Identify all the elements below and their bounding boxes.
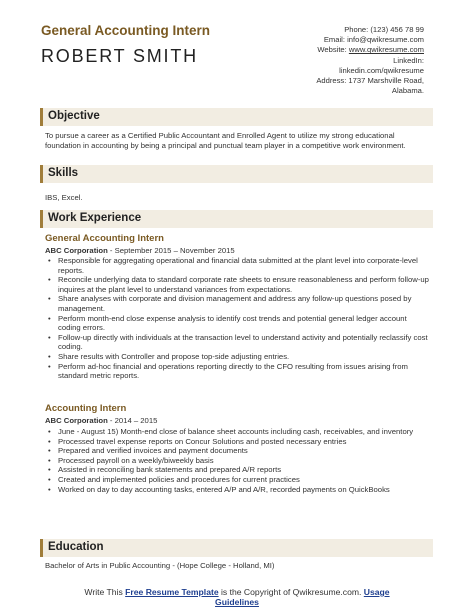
objective-heading: Objective <box>48 110 100 122</box>
job-2-bullet: • Assisted in reconciling bank statements and prepared A/R reports <box>48 465 430 475</box>
job-2-bullet: • Prepared and verified invoices and payment documents <box>48 446 430 456</box>
job-2-company-line <box>45 416 157 425</box>
contact-website <box>254 45 424 55</box>
job-1-bullet: • Perform ad-hoc financial and operations reporting directly to the CFO resulting from issues arising from standard metric reports. <box>48 362 430 381</box>
job-1-bullet: • Perform month-end close expense analysis to identify cost trends and potential general ledger account coding errors. <box>48 314 430 333</box>
contact-email: Email: info@qwikresume.com <box>323 35 424 45</box>
job-1-bullet: • Responsible for aggregating operational and financial data submitted at the plant level into corporate-level reports. <box>48 256 430 275</box>
skills-heading: Skills <box>48 167 79 179</box>
job-1-bullet: • Share analyses with corporate and division management and address any follow-up questions posed by management. <box>48 294 430 313</box>
footer-prefix: Write This <box>84 587 126 597</box>
job-1-company: ABC Corporation <box>45 246 108 255</box>
experience-section-bar <box>40 210 433 228</box>
free-resume-template-link[interactable]: Free Resume Template <box>125 587 219 597</box>
contact-block <box>254 25 424 96</box>
contact-linkedin-label: LinkedIn: <box>393 55 424 65</box>
experience-heading: Work Experience <box>48 212 142 224</box>
candidate-name: ROBERT SMITH <box>41 46 198 66</box>
education-section-bar <box>40 539 433 557</box>
job-1-dates: - September 2015 – November 2015 <box>107 246 235 255</box>
job-2-company: ABC Corporation <box>45 416 108 425</box>
contact-linkedin-value: linkedin.com/qwikresume <box>339 65 424 75</box>
skills-text: IBS, Excel. <box>45 193 83 202</box>
website-link[interactable]: www.qwikresume.com <box>348 45 424 55</box>
contact-phone: Phone: (123) 456 78 99 <box>344 25 424 34</box>
resume-header <box>0 0 474 104</box>
usage-guidelines-link-cont[interactable]: Guidelines <box>215 597 259 607</box>
usage-guidelines-link[interactable]: Usage <box>363 587 390 597</box>
job-1-bullets <box>48 256 430 381</box>
job-1-bullet: • Share results with Controller and propose top-side adjusting entries. <box>48 352 430 362</box>
job-1-company-line <box>45 246 235 255</box>
job-1-bullet: • Follow-up directly with individuals at the transaction level to understand activity and potentially reclassify cost coding. <box>48 333 430 352</box>
objective-section-bar <box>40 108 433 126</box>
copyright-footer <box>0 587 474 607</box>
education-heading: Education <box>48 541 104 553</box>
objective-text: To pursue a career as a Certified Public Accountant and Enrolled Agent to utilize my strong educational foundation in accounting by being a principal and punctual team player in a competitive work environment. <box>45 131 406 150</box>
job-2-dates: - 2014 – 2015 <box>107 416 158 425</box>
skills-section-bar <box>40 165 433 183</box>
job-2-bullet: • Processed travel expense reports on Concur Solutions and posted necessary entries <box>48 437 430 447</box>
job-2-bullet: • June - August 15) Month-end close of balance sheet accounts including cash, receivables, and inventory <box>48 427 430 437</box>
website-label: Website: <box>317 45 349 55</box>
job-2-bullet: • Processed payroll on a weekly/biweekly basis <box>48 456 430 466</box>
job-2-bullet: • Created and implemented policies and procedures for current practices <box>48 475 430 485</box>
contact-address-line1: Address: 1737 Marshville Road, <box>316 76 424 86</box>
job-2-bullet: • Worked on day to day accounting tasks, entered A/P and A/R, recorded payments on QuickBooks <box>48 485 430 495</box>
contact-address-line2: Alabama. <box>391 86 424 96</box>
header-job-title: General Accounting Intern <box>41 23 211 38</box>
education-text: Bachelor of Arts in Public Accounting - (Hope College - Holland, MI) <box>45 561 275 570</box>
job-1-title: General Accounting Intern <box>45 233 164 244</box>
footer-middle: is the Copyright of Qwikresume.com. <box>218 587 364 597</box>
job-2-title: Accounting Intern <box>45 403 127 414</box>
job-1-bullet: • Reconcile underlying data to standard corporate rate sheets to ensure reasonableness and perform follow-up inquires at the plant level to understand variances from expectations. <box>48 275 430 294</box>
job-2-bullets <box>48 427 430 494</box>
